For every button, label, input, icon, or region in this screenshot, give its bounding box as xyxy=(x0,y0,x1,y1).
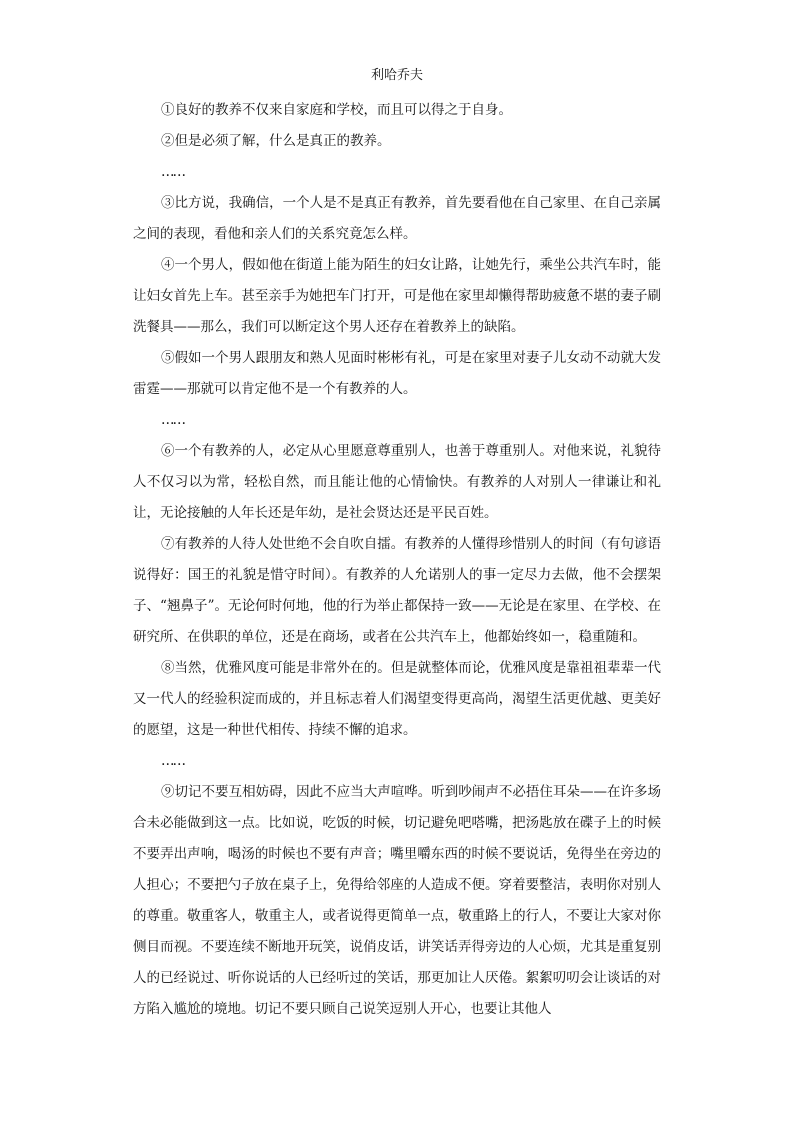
paragraph-3: ③比方说，我确信，一个人是不是真正有教养，首先要看他在自己家里、在自己亲属之间的表现，看他和亲人们的关系究竟怎么样。 xyxy=(133,195,661,242)
paragraph-2: ②但是必须了解，什么是真正的教养。 xyxy=(161,133,391,149)
paragraph-7: ⑦有教养的人待人处世绝不会自吹自擂。有教养的人懂得珍惜别人的时间（有句谚语说得好：国王的礼貌是惜守时间）。有教养的人允诺别人的事一定尽力去做，他不会摆架子、“翘鼻子”。无论何时何地，他的行为举止都保持一致——无论是在家里、在学校、在研究所、在供职的单位，还是在商场，或者在公共汽车上，他都始终如一，稳重随和。 xyxy=(133,536,661,645)
paragraph-4: ④一个男人，假如他在街道上能为陌生的妇女让路，让她先行，乘坐公共汽车时，能让妇女首先上车。甚至亲手为她把车门打开，可是他在家里却懒得帮助疲惫不堪的妻子刷洗餐具——那么，我们可以断定这个男人还存在着教养上的缺陷。 xyxy=(133,257,661,335)
author-name: 利哈乔夫 xyxy=(370,68,423,83)
ellipsis-separator: …… xyxy=(161,412,184,428)
ellipsis-separator: …… xyxy=(161,753,184,769)
paragraph-8: ⑧当然，优雅风度可能是非常外在的。但是就整体而论，优雅风度是靠祖祖辈辈一代又一代人的经验积淀而成的，并且标志着人们渴望变得更高尚，渴望生活更优越、更美好的愿望，这是一种世代相传、持续不懈的追求。 xyxy=(133,660,661,738)
paragraph-6: ⑥一个有教养的人，必定从心里愿意尊重别人，也善于尊重别人。对他来说，礼貌待人不仅习以为常，轻松自然，而且能让他的心情愉快。有教养的人对别人一律谦让和礼让，无论接触的人年长还是年幼，是社会贤达还是平民百姓。 xyxy=(133,443,661,521)
article-body xyxy=(133,95,661,1025)
paragraph-5: ⑤假如一个男人跟朋友和熟人见面时彬彬有礼，可是在家里对妻子儿女动不动就大发雷霆——那就可以肯定他不是一个有教养的人。 xyxy=(133,350,661,397)
paragraph-9: ⑨切记不要互相妨碍，因此不应当大声喧哗。听到吵闹声不必捂住耳朵——在许多场合未必能做到这一点。比如说，吃饭的时候，切记避免吧嗒嘴，把汤匙放在碟子上的时候不要弄出声响，喝汤的时候也不要有声音；嘴里嚼东西的时候不要说话，免得坐在旁边的人担心；不要把勺子放在桌子上，免得给邻座的人造成不便。穿着要整洁，表明你对别人的尊重。敬重客人，敬重主人，或者说得更简单一点，敬重路上的行人，不要让大家对你侧目而视。不要连续不断地开玩笑，说俏皮话，讲笑话弄得旁边的人心烦，尤其是重复别人的已经说过、听你说话的人已经听过的笑话，那更加让人厌倦。絮絮叨叨会让谈话的对方陷入尴尬的境地。切记不要只顾自己说笑逗别人开心，也要让其他人 xyxy=(133,784,661,1017)
ellipsis-separator: …… xyxy=(161,164,184,180)
paragraph-1: ①良好的教养不仅来自家庭和学校，而且可以得之于自身。 xyxy=(161,102,512,118)
